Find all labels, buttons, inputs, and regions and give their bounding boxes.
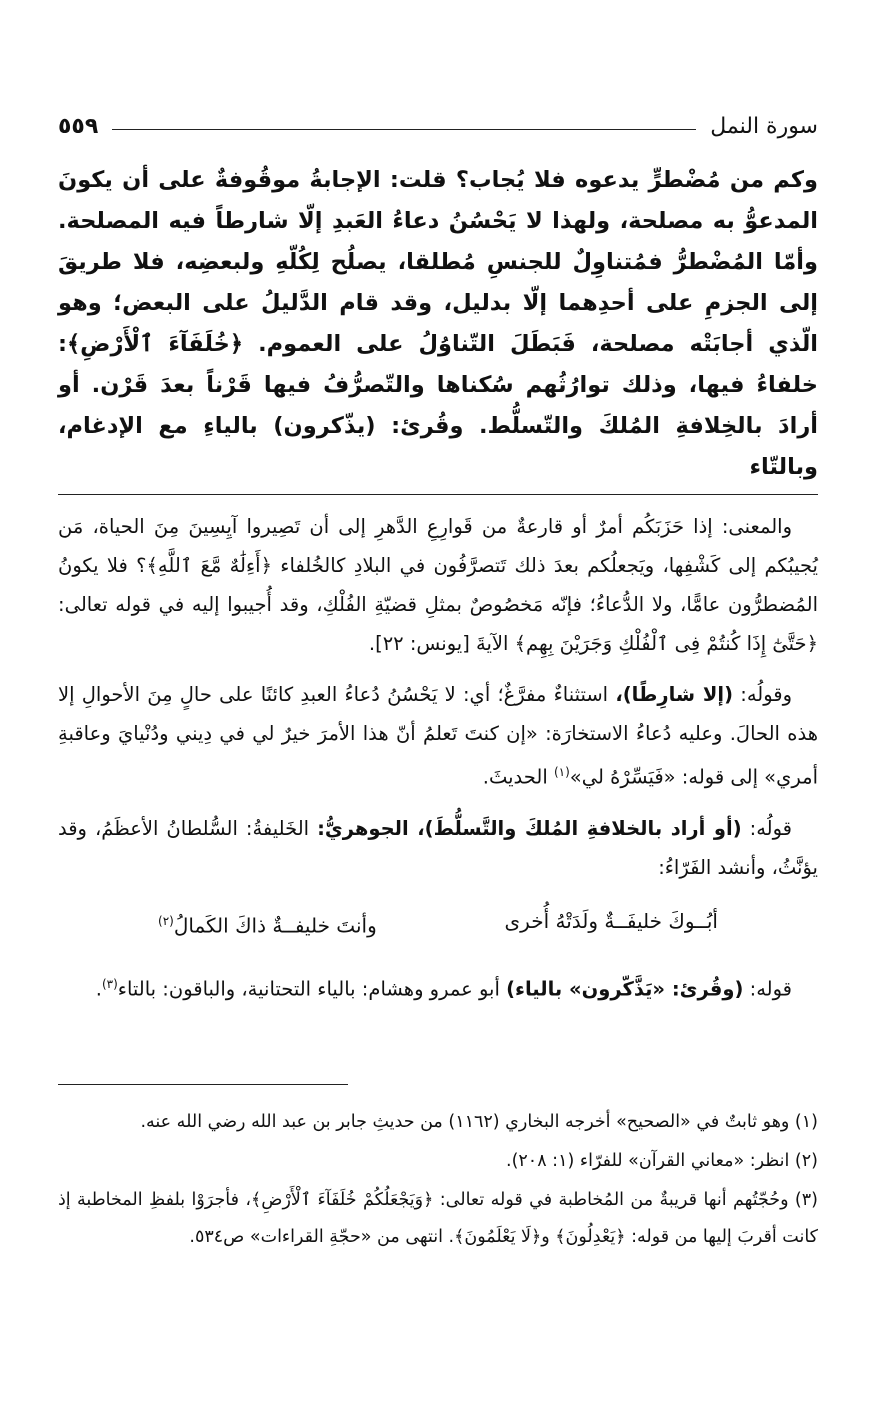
poetry-second-hemistich bbox=[158, 899, 377, 948]
commentary-text: أبو عمرو وهشام: بالياء التحتانية، والباقون: بالتاء bbox=[117, 977, 500, 1001]
commentary-lemma: (وقُرئ: «يَذَّكّرون» بالياء) bbox=[506, 977, 744, 1001]
book-page bbox=[58, 104, 818, 1247]
matn-text-block bbox=[58, 160, 818, 488]
commentary-lemma: (أو أراد بالخلافةِ المُلكَ والتَّسلُّطَ)، الجوهريُّ: bbox=[317, 816, 742, 840]
matn-paragraph: وكم من مُضْطرٍّ يدعوه فلا يُجاب؟ قلت: الإجابةُ موقُوفةٌ على أن يكونَ المدعوُّ به مصلحة، ولهذا لا يَحْسُنُ دعاءُ العَبدِ إلّا شارطاً فيه المصلحة. وأمّا المُضْطرُّ فمُتناوِلٌ للجنسِ مُطلقا، يصلُح لِكُلّهِ ولبعضِه، فلا طريقَ إلى الجزمِ على أحدِهما إلّا بدليل، وقد قام الدَّليلُ على البعض؛ وهو الّذي أجابَتْه مصلحة، فَبَطَلَ التّناوُلُ على العموم. ﴿خُلَفَآءَ ٱلْأَرْضِ﴾: خلفاءُ فيها، وذلك توارُثُهم سُكناها والتّصرُّفُ فيها قَرْناً بعدَ قَرْن. أو أرادَ بالخِلافةِ المُلكَ والتّسلُّط. وقُرئ: (يذّكرون) بالياءِ مع الإدغام، وبالتّاء bbox=[58, 167, 818, 480]
commentary-intro: قولُه: bbox=[749, 816, 793, 840]
footnotes-block bbox=[58, 1104, 818, 1258]
commentary-paragraph-2 bbox=[58, 675, 818, 797]
footnote-marker-2[interactable]: (٢) bbox=[158, 913, 174, 928]
footnote-3: (٣) وحُجّتُهم أنها قريبةٌ من المُخاطبة في قوله تعالى: ﴿وَيَجْعَلُكُمْ خُلَفَآءَ ٱلْأَرْضِ﴾، فأجرَوْا بلفظِ المخاطبة إذ كانت أقربَ إليها من قوله: ﴿يَعْدِلُونَ﴾ و﴿لَا يَعْلَمُونَ﴾. انتهى من «حجّةِ القراءات» ص٥٣٤. bbox=[58, 1190, 818, 1247]
poetry-first-hemistich: أبُــوكَ خليفَــةٌ ولَدَتْهُ أُخرى bbox=[504, 908, 718, 933]
commentary-text-tail: الحديثَ. bbox=[482, 765, 548, 789]
poetry-verse bbox=[158, 899, 718, 948]
surah-title: سورة النمل bbox=[710, 113, 818, 139]
commentary-intro: قوله: bbox=[749, 977, 792, 1001]
footnote-marker-3[interactable]: (٣) bbox=[101, 977, 118, 992]
footnote-marker-1[interactable]: (١) bbox=[553, 765, 570, 779]
footnote-1: (١) وهو ثابتٌ في «الصحيح» أخرجه البخاري (١١٦٢) من حديثِ جابر بن عبد الله رضي الله عنه. bbox=[140, 1112, 818, 1132]
commentary-text: استثناءٌ مفرَّغٌ؛ أي: لا يَحْسُنُ دُعاءُ العبدِ كائنًا على حالٍ مِنَ الأحوالِ إلا هذه الحالَ. وعليه دُعاءُ الاستخارَة: «إن كنتَ تَعلمُ أنّ هذا الأمرَ خيرٌ لي في دِيني ودُنْيايَ وعاقبةِ أمري» إلى قوله: «فَيَسِّرْهُ لي» bbox=[58, 683, 818, 789]
commentary-intro: وقولُه: bbox=[740, 683, 793, 706]
footnote-divider bbox=[58, 1084, 348, 1085]
page-header bbox=[58, 104, 818, 148]
header-rule bbox=[112, 129, 696, 130]
footnote-2: (٢) انظر: «معاني القرآن» للفرّاء (١: ٢٠٨). bbox=[506, 1151, 818, 1171]
page-number: ٥٥٩ bbox=[58, 113, 99, 139]
commentary-paragraph-4: قوله: (وقُرئ: «يَذَّكّرون» بالياء) أبو عمرو وهشام: بالياء التحتانية، والباقون: بالتاء$^{(٣)}$. bbox=[95, 977, 792, 1001]
poetry-second-text: وأنتَ خليفــةٌ ذاكَ الكَمالُ bbox=[173, 913, 377, 938]
commentary-block bbox=[58, 507, 818, 1009]
commentary-text: الخَليفةُ: السُّلطانُ الأعظَمُ، وقد يؤنَّثُ، وأنشد الفَرّاءُ: bbox=[58, 816, 818, 879]
matn-divider bbox=[58, 494, 818, 495]
commentary-paragraph-1: والمعنى: إذا حَزَبَكُم أمرٌ أو قارعةٌ من قَوارِعِ الدَّهرِ إلى أن تَصِيروا آيِسِينَ مِنَ الحياة، مَن يُجيبُكم إلى كَشْفِها، ويَجعلُكم بعدَ ذلك تَتصرَّفُون في البلادِ كالخُلفاء ﴿أَءِلَٰهٌ مَّعَ ٱللَّهِ﴾؟ فلا يكونُ المُضطرُّون عامًّا، ولا الدُّعاءُ؛ فإنّه مَخصُوصٌ بمثلِ قضيّةِ الفُلْكِ، وقد أُجيبوا إليه في قوله تعالى: ﴿حَتَّىٰٓ إِذَا كُنتُمْ فِى ٱلْفُلْكِ وَجَرَيْنَ بِهِم﴾ الآيةَ [يونس: ٢٢]. bbox=[58, 515, 818, 655]
commentary-lemma: (إلا شارِطًا)، bbox=[615, 683, 734, 706]
commentary-paragraph-3 bbox=[58, 809, 818, 887]
